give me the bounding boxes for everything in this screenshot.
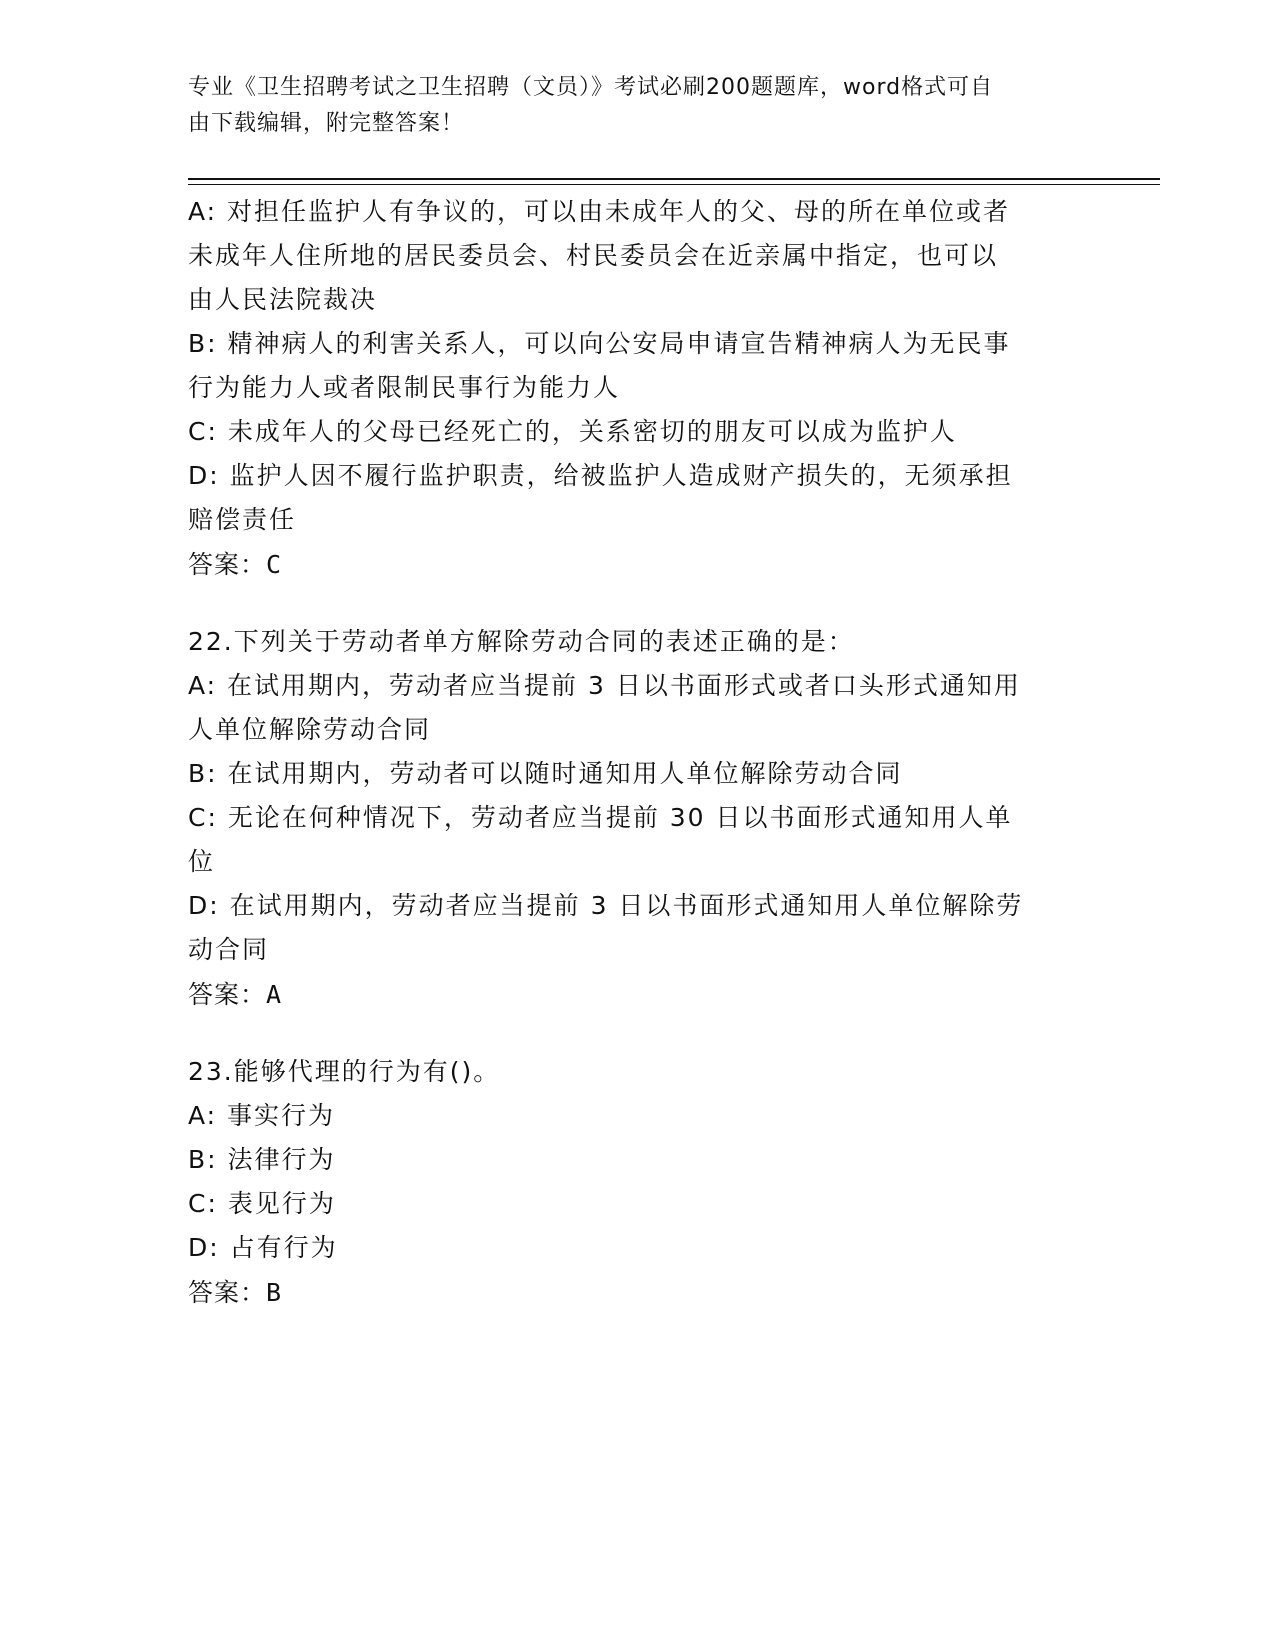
q22-option-d-line-1: D: 在试用期内，劳动者应当提前 3 日以书面形式通知用人单位解除劳 — [188, 891, 1024, 920]
q21-option-b-line-2: 行为能力人或者限制民事行为能力人 — [188, 373, 621, 402]
q23-answer: 答案：B — [188, 1278, 283, 1307]
q23-option-a: A: 事实行为 — [188, 1101, 336, 1130]
q22-option-a-line-2: 人单位解除劳动合同 — [188, 715, 432, 744]
q22-option-b-line-1: B: 在试用期内，劳动者可以随时通知用人单位解除劳动合同 — [188, 759, 903, 788]
q21-option-d-line-1: D: 监护人因不履行监护职责，给被监护人造成财产损失的，无须承担 — [188, 461, 1013, 490]
header-line-2: 由下载编辑，附完整答案！ — [188, 111, 465, 136]
question-21 — [188, 190, 1088, 588]
q21-option-a-line-1: A: 对担任监护人有争议的，可以由未成年人的父、母的所在单位或者 — [188, 197, 1011, 226]
q23-option-c: C: 表见行为 — [188, 1189, 336, 1218]
question-22 — [188, 620, 1088, 1018]
document-header — [188, 70, 1078, 142]
q21-option-a-line-2: 未成年人住所地的居民委员会、村民委员会在近亲属中指定，也可以 — [188, 241, 999, 270]
q22-option-c-line-2: 位 — [188, 847, 216, 876]
q22-option-d-line-2: 动合同 — [188, 935, 270, 964]
q22-option-a-line-1: A: 在试用期内，劳动者应当提前 3 日以书面形式或者口头形式通知用 — [188, 671, 1021, 700]
header-line-1: 专业《卫生招聘考试之卫生招聘（文员）》考试必刷200题题库，word格式可自 — [188, 75, 994, 100]
q21-option-d-line-2: 赔偿责任 — [188, 505, 297, 534]
q23-title: 23.能够代理的行为有()。 — [188, 1057, 501, 1086]
q21-option-a-line-3: 由人民法院裁决 — [188, 285, 378, 314]
q21-option-c-line-1: C: 未成年人的父母已经死亡的，关系密切的朋友可以成为监护人 — [188, 417, 957, 446]
q22-option-c-line-1: C: 无论在何种情况下，劳动者应当提前 30 日以书面形式通知用人单 — [188, 803, 1013, 832]
q21-option-b-line-1: B: 精神病人的利害关系人，可以向公安局申请宣告精神病人为无民事 — [188, 329, 1011, 358]
question-23 — [188, 1050, 1088, 1316]
question-content — [188, 190, 1088, 1348]
q21-answer: 答案：C — [188, 550, 283, 579]
q23-option-d: D: 占有行为 — [188, 1233, 338, 1262]
q22-answer: 答案：A — [188, 980, 283, 1009]
q22-title: 22.下列关于劳动者单方解除劳动合同的表述正确的是： — [188, 627, 855, 656]
header-divider — [188, 178, 1160, 185]
q23-option-b: B: 法律行为 — [188, 1145, 336, 1174]
